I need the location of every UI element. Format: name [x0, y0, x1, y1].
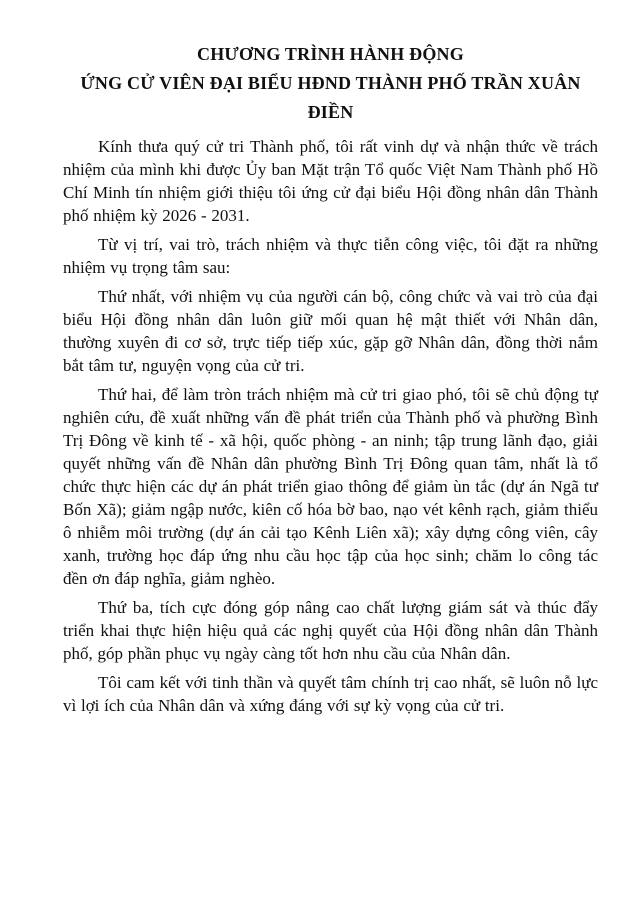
- document-title-line-2: ỨNG CỬ VIÊN ĐẠI BIỂU HĐND THÀNH PHỐ TRẦN XUÂN ĐIỀN: [80, 73, 581, 122]
- paragraph-second-task: Thứ hai, để làm tròn trách nhiệm mà cử tri giao phó, tôi sẽ chủ động tự nghiên cứu, đề xuất những vấn đề phát triển của Thành phố và phường Bình Trị Đông về kinh tế - xã hội, quốc phòng - an ninh; tập trung lãnh đạo, giải quyết những vấn đề Nhân dân phường Bình Trị Đông quan tâm, nhất là tổ chức thực hiện các dự án phát triển giao thông để giảm ùn tắc (dự án Ngã tư Bốn Xã); giảm ngập nước, kiên cố hóa bờ bao, nạo vét kênh rạch, giảm thiểu ô nhiễm môi trường (dự án cải tạo Kênh Liên xã); xây dựng công viên, cây xanh, trường học đáp ứng nhu cầu học tập của học sinh; chăm lo công tác đền ơn đáp nghĩa, giảm nghèo.: [63, 385, 598, 588]
- document-title: [63, 40, 598, 127]
- paragraph-first-task: Thứ nhất, với nhiệm vụ của người cán bộ, công chức và vai trò của đại biểu Hội đồng nhân dân luôn giữ mối quan hệ mật thiết với Nhân dân, thường xuyên đi cơ sở, trực tiếp tiếp xúc, gặp gỡ Nhân dân, đồng thời nắm bắt tâm tư, nguyện vọng của cử tri.: [63, 287, 598, 375]
- paragraph-third-task: Thứ ba, tích cực đóng góp nâng cao chất lượng giám sát và thúc đẩy triển khai thực hiện hiệu quả các nghị quyết của Hội đồng nhân dân Thành phố, góp phần phục vụ ngày càng tốt hơn nhu cầu của Nhân dân.: [63, 598, 598, 663]
- document-title-line-1: CHƯƠNG TRÌNH HÀNH ĐỘNG: [197, 44, 464, 64]
- paragraph-opening: Kính thưa quý cử tri Thành phố, tôi rất vinh dự và nhận thức về trách nhiệm của mình khi được Ủy ban Mặt trận Tổ quốc Việt Nam Thành phố Hồ Chí Minh tín nhiệm giới thiệu tôi ứng cử đại biểu Hội đồng nhân dân Thành phố nhiệm kỳ 2026 - 2031.: [63, 137, 598, 225]
- paragraph-commitment: Tôi cam kết với tinh thần và quyết tâm chính trị cao nhất, sẽ luôn nỗ lực vì lợi ích của Nhân dân và xứng đáng với sự kỳ vọng của cử tri.: [63, 673, 598, 715]
- paragraph-intro-tasks: Từ vị trí, vai trò, trách nhiệm và thực tiễn công việc, tôi đặt ra những nhiệm vụ trọng tâm sau:: [63, 235, 598, 277]
